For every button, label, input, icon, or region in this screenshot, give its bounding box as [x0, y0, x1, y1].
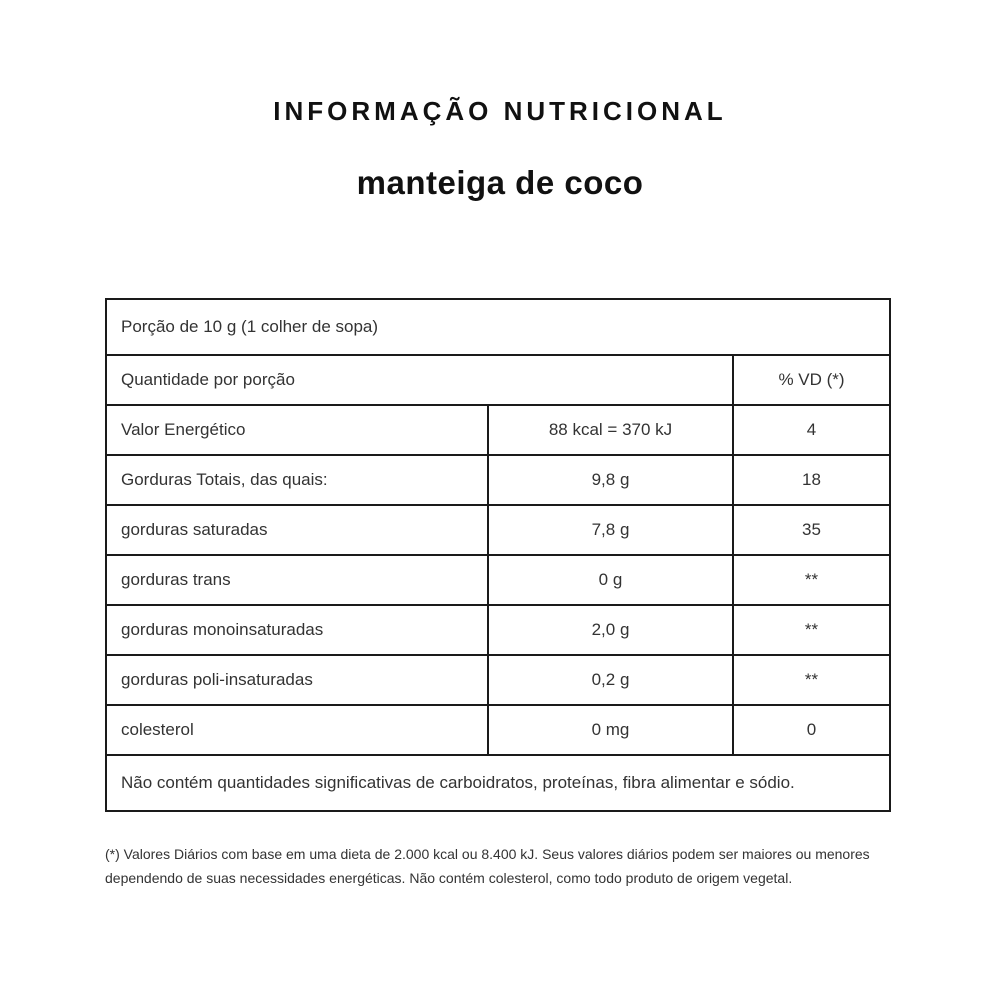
- table-row: [106, 555, 890, 605]
- nutrient-amount: 0 g: [488, 555, 733, 605]
- footnote: (*) Valores Diários com base em uma dieta de 2.000 kcal ou 8.400 kJ. Seus valores diários podem ser maiores ou menores dependendo de suas necessidades energéticas. Não contém colesterol, como todo produto de origem vegetal.: [105, 846, 870, 886]
- table-row: [106, 605, 890, 655]
- header-row: [106, 355, 890, 405]
- nutrient-amount: 9,8 g: [488, 455, 733, 505]
- product-name: manteiga de coco: [356, 164, 644, 201]
- table-row: [106, 705, 890, 755]
- page-title: INFORMAÇÃO NUTRICIONAL: [273, 96, 727, 126]
- table-note: Não contém quantidades significativas de carboidratos, proteínas, fibra alimentar e sódio.: [106, 755, 890, 811]
- vd-header: % VD (*): [733, 355, 890, 405]
- note-row: [106, 755, 890, 811]
- nutrient-vd: 4: [733, 405, 890, 455]
- nutrient-amount: 2,0 g: [488, 605, 733, 655]
- table-row: [106, 405, 890, 455]
- nutrient-amount: 0 mg: [488, 705, 733, 755]
- table-row: [106, 455, 890, 505]
- serving-row: [106, 299, 890, 355]
- nutrient-name: colesterol: [106, 705, 488, 755]
- nutrient-vd: **: [733, 605, 890, 655]
- nutrient-vd: **: [733, 555, 890, 605]
- nutrient-name: gorduras saturadas: [106, 505, 488, 555]
- table-row: [106, 505, 890, 555]
- nutrient-vd: 18: [733, 455, 890, 505]
- nutrient-vd: **: [733, 655, 890, 705]
- serving-size: Porção de 10 g (1 colher de sopa): [106, 299, 890, 355]
- quantity-header: Quantidade por porção: [106, 355, 733, 405]
- nutrition-table: [105, 298, 891, 812]
- nutrient-name: gorduras trans: [106, 555, 488, 605]
- nutrient-name: gorduras monoinsaturadas: [106, 605, 488, 655]
- nutrient-name: Valor Energético: [106, 405, 488, 455]
- nutrient-amount: 7,8 g: [488, 505, 733, 555]
- nutrient-vd: 35: [733, 505, 890, 555]
- nutrient-name: Gorduras Totais, das quais:: [106, 455, 488, 505]
- nutrient-amount: 88 kcal = 370 kJ: [488, 405, 733, 455]
- nutrient-name: gorduras poli-insaturadas: [106, 655, 488, 705]
- table-row: [106, 655, 890, 705]
- nutrient-amount: 0,2 g: [488, 655, 733, 705]
- nutrient-vd: 0: [733, 705, 890, 755]
